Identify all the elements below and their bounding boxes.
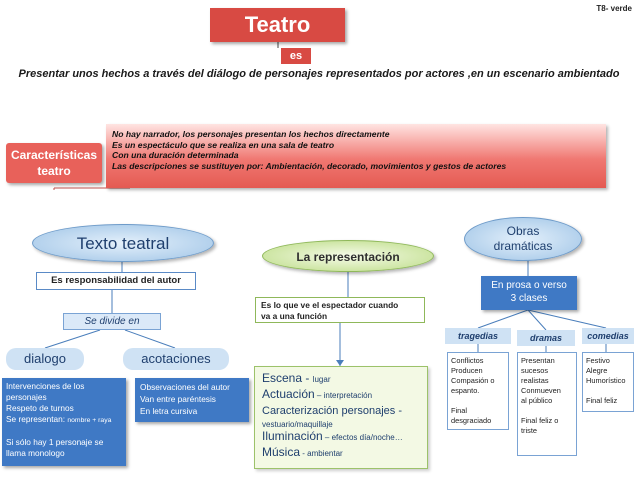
genre-line: triste xyxy=(521,426,538,435)
rep-item-musica xyxy=(262,445,420,461)
obras-dramaticas-node xyxy=(464,217,582,261)
dialogo-spacer xyxy=(6,426,122,437)
dialogo-line xyxy=(6,414,122,426)
rep-item-detail: lugar xyxy=(312,375,331,384)
genre-line: Final feliz o xyxy=(521,416,559,425)
rep-item-detail: – efectos día/noche… xyxy=(322,433,403,442)
dialogo-line: Si sólo hay 1 personaje se xyxy=(6,437,104,447)
dialogo-line-part: Se representan: xyxy=(6,414,66,424)
dialogo-node: dialogo xyxy=(6,348,84,370)
dialogo-line: Respeto de turnos xyxy=(6,403,74,413)
rep-item-caracterizacion xyxy=(262,403,420,419)
genre-spacer xyxy=(451,396,505,406)
rep-item-iluminacion xyxy=(262,429,420,445)
rep-item-name: Música xyxy=(262,445,301,459)
obras-title-line2: dramáticas xyxy=(493,239,553,253)
comedias-details xyxy=(582,352,634,412)
genre-dramas: dramas xyxy=(517,330,575,346)
acotaciones-details xyxy=(135,378,249,422)
acotaciones-line: Van entre paréntesis xyxy=(140,394,216,404)
rep-item-name: Caracterización personajes - xyxy=(262,405,403,417)
rep-item-detail: vestuario/maquillaje xyxy=(262,420,333,429)
genre-line: Presentan xyxy=(521,356,555,365)
genre-line: al público xyxy=(521,396,553,405)
acotaciones-line: Observaciones del autor xyxy=(140,382,230,392)
characteristic-item: No hay narrador, los personajes presentan los hechos directamente xyxy=(112,129,390,139)
genre-spacer xyxy=(521,406,573,416)
representacion-desc-line2: va a una función xyxy=(261,311,328,321)
genre-line: Festivo xyxy=(586,356,610,365)
topic-tag: T8- verde xyxy=(596,4,632,13)
rep-item-name: Actuación xyxy=(262,387,315,401)
representacion-elements xyxy=(254,366,428,469)
genre-line: Conmueven xyxy=(521,386,561,395)
characteristics-box xyxy=(106,124,606,188)
prosa-verso-node xyxy=(481,276,577,310)
characteristic-item: Con una duración determinada xyxy=(112,150,239,160)
genre-line: desgraciado xyxy=(451,416,492,425)
dialogo-line: personajes xyxy=(6,392,47,402)
dramas-details xyxy=(517,352,577,456)
obras-title-line1: Obras xyxy=(506,224,540,238)
genre-line: realistas xyxy=(521,376,549,385)
rep-item-detail: – interpretación xyxy=(314,391,373,400)
rep-item-name: Escena - xyxy=(262,371,313,385)
genre-line: Final feliz xyxy=(586,396,618,405)
dialogo-line: llama monologo xyxy=(6,448,65,458)
genre-line: sucesos xyxy=(521,366,549,375)
main-title: Teatro xyxy=(210,8,345,42)
rep-item-vestuario xyxy=(262,419,420,429)
genre-tragedias: tragedias xyxy=(445,328,511,344)
prosa-line2: 3 clases xyxy=(510,293,548,304)
genre-line: Compasión o xyxy=(451,376,495,385)
tragedias-details xyxy=(447,352,509,430)
genre-line: espanto. xyxy=(451,386,480,395)
es-connector: es xyxy=(281,48,311,64)
responsabilidad-node: Es responsabilidad del autor xyxy=(36,272,196,290)
dialogo-line: Intervenciones de los xyxy=(6,381,85,391)
acotaciones-line: En letra cursiva xyxy=(140,406,198,416)
definition-text: Presentar unos hechos a través del diálogo de personajes representados por actores ,en un escenario ambientado xyxy=(18,68,620,80)
characteristics-label-line1: Características xyxy=(10,148,98,162)
rep-item-detail: - ambientar xyxy=(300,449,343,458)
representacion-node: La representación xyxy=(262,240,434,272)
dialogo-details xyxy=(2,378,126,466)
representacion-desc xyxy=(255,297,425,323)
rep-item-escena xyxy=(262,371,420,387)
acotaciones-node: acotaciones xyxy=(123,348,229,370)
prosa-line1: En prosa o verso xyxy=(491,280,567,291)
characteristic-item: Las descripciones se sustituyen por: Ambientación, decorado, movimientos y gestos de actores xyxy=(112,160,507,171)
genre-line: Conflictos xyxy=(451,356,484,365)
divide-node: Se divide en xyxy=(63,313,161,330)
rep-item-name: Iluminación xyxy=(262,429,323,443)
representacion-desc-line1: Es lo que ve el espectador cuando xyxy=(261,300,399,310)
genre-line: Producen xyxy=(451,366,483,375)
genre-comedias: comedias xyxy=(582,328,634,344)
genre-line: Alegre xyxy=(586,366,608,375)
genre-line: Humorístico xyxy=(586,376,626,385)
genre-spacer xyxy=(586,386,630,396)
genre-line: Final xyxy=(451,406,468,415)
characteristics-label xyxy=(6,143,102,183)
texto-teatral-node: Texto teatral xyxy=(32,224,214,262)
rep-item-actuacion xyxy=(262,387,420,403)
dialogo-line-small: nombre + raya xyxy=(67,417,112,424)
characteristic-item: Es un espectáculo que se realiza en una sala de teatro xyxy=(112,139,335,150)
characteristics-label-line2: teatro xyxy=(37,164,71,178)
